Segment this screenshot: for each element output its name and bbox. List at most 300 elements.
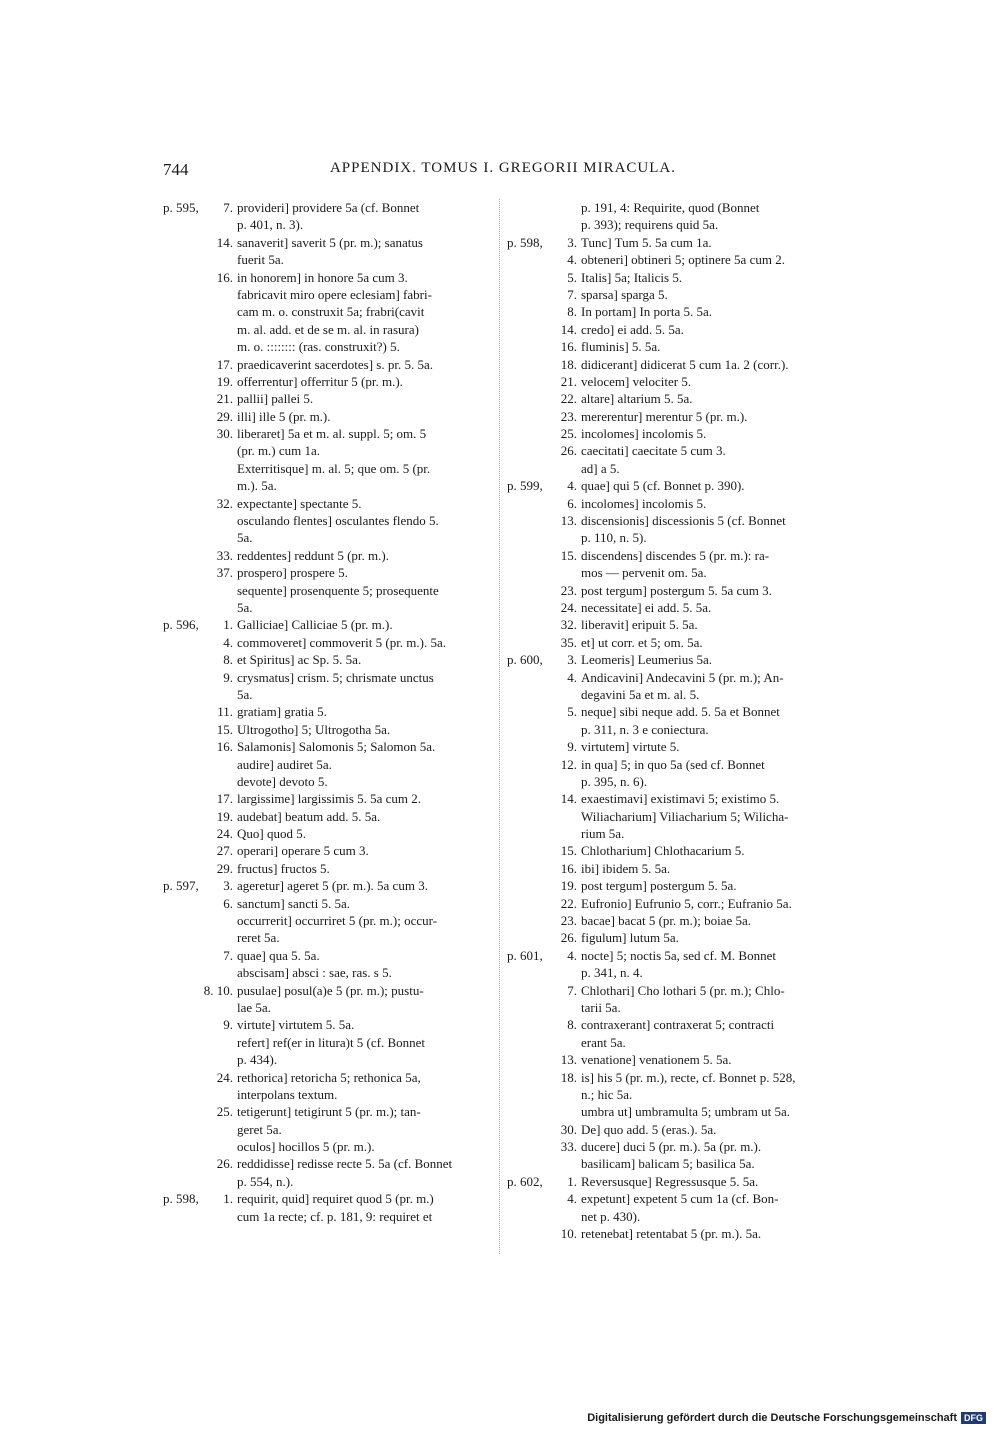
apparatus-line [163, 929, 495, 946]
apparatus-line [163, 425, 495, 442]
apparatus-line [507, 390, 839, 407]
variant-text: m. al. add. et de se m. al. in rasura) [237, 321, 419, 337]
variant-text: cam m. o. construxit 5a; frabri(cavit [237, 304, 425, 320]
variant-text: net p. 430). [581, 1208, 641, 1224]
apparatus-line [507, 373, 839, 390]
line-number: 14. [560, 791, 577, 807]
apparatus-line [507, 756, 839, 773]
variant-text: ducere] duci 5 (pr. m.). 5a (pr. m.). [581, 1139, 762, 1155]
apparatus-line [163, 529, 495, 546]
line-number: 25. [560, 426, 577, 442]
variant-text: liberavit] eripuit 5. 5a. [581, 617, 698, 633]
variant-text: m. o. :::::::: (ras. construxit?) 5. [237, 339, 400, 355]
apparatus-line [507, 616, 839, 633]
line-number: 4. [567, 1191, 577, 1207]
line-number: 7. [223, 947, 233, 963]
variant-text: abscisam] absci : sae, ras. s 5. [237, 965, 392, 981]
line-number: 16. [216, 269, 233, 285]
variant-text: rethorica] retoricha 5; rethonica 5a, [237, 1069, 421, 1085]
line-number: 4. [567, 478, 577, 494]
variant-text: discendens] discendes 5 (pr. m.): ra- [581, 547, 770, 563]
variant-text: fructus] fructos 5. [237, 860, 330, 876]
variant-text: devote] devoto 5. [237, 773, 328, 789]
apparatus-line [507, 338, 839, 355]
variant-text: Quo] quod 5. [237, 826, 306, 842]
left-column [163, 199, 495, 1225]
apparatus-line [507, 929, 839, 946]
apparatus-line [507, 199, 839, 216]
apparatus-line [507, 825, 839, 842]
apparatus-line [163, 877, 495, 894]
apparatus-line [507, 686, 839, 703]
line-number: 37. [216, 565, 233, 581]
variant-text: p. 554, n.). [237, 1173, 294, 1189]
variant-text: liberaret] 5a et m. al. suppl. 5; om. 5 [237, 426, 427, 442]
apparatus-line [163, 634, 495, 651]
apparatus-line [163, 460, 495, 477]
variant-text: audebat] beatum add. 5. 5a. [237, 808, 381, 824]
line-number: 8. [567, 1017, 577, 1033]
apparatus-line [507, 877, 839, 894]
variant-text: Andicavini] Andecavini 5 (pr. m.); An- [581, 669, 784, 685]
apparatus-line [163, 477, 495, 494]
page-ref: p. 598, [507, 234, 543, 250]
variant-text: reret 5a. [237, 930, 280, 946]
apparatus-line [507, 1225, 839, 1242]
apparatus-line [507, 842, 839, 859]
line-number: 9. [567, 739, 577, 755]
variant-text: expetunt] expetent 5 cum 1a (cf. Bon- [581, 1191, 779, 1207]
line-number: 19. [216, 373, 233, 389]
variant-text: (pr. m.) cum 1a. [237, 443, 321, 459]
apparatus-line [507, 1138, 839, 1155]
apparatus-line [507, 912, 839, 929]
variant-text: 5a. [237, 599, 253, 615]
apparatus-line [163, 738, 495, 755]
apparatus-line [507, 964, 839, 981]
page-ref: p. 597, [163, 878, 199, 894]
line-number: 9. [223, 1017, 233, 1033]
variant-text: 5a. [237, 530, 253, 546]
apparatus-line [163, 303, 495, 320]
apparatus-line [507, 895, 839, 912]
variant-text: 5a. [237, 686, 253, 702]
variant-text: osculando flentes] osculantes flendo 5. [237, 513, 439, 529]
apparatus-line [163, 286, 495, 303]
page-ref: p. 595, [163, 200, 199, 215]
line-number: 12. [560, 756, 577, 772]
line-number: 6. [567, 495, 577, 511]
line-number: 15. [560, 843, 577, 859]
line-number: 15. [216, 721, 233, 737]
apparatus-line [507, 790, 839, 807]
line-number: 27. [216, 843, 233, 859]
apparatus-line [507, 564, 839, 581]
apparatus-line [163, 651, 495, 668]
apparatus-line [163, 512, 495, 529]
apparatus-line [507, 529, 839, 546]
apparatus-line [163, 912, 495, 929]
apparatus-line [163, 251, 495, 268]
apparatus-line [507, 269, 839, 286]
variant-text: cum 1a recte; cf. p. 181, 9: requiret et [237, 1208, 433, 1224]
variant-text: in honorem] in honore 5a cum 3. [237, 269, 408, 285]
variant-text: Chlothari] Cho lothari 5 (pr. m.); Chlo- [581, 982, 785, 998]
apparatus-line [163, 773, 495, 790]
variant-text: lae 5a. [237, 999, 271, 1015]
apparatus-line [507, 1034, 839, 1051]
apparatus-line [507, 982, 839, 999]
variant-text: Exterritisque] m. al. 5; que om. 5 (pr. [237, 460, 431, 476]
variant-text: Italis] 5a; Italicis 5. [581, 269, 683, 285]
variant-text: didicerant] didicerat 5 cum 1a. 2 (corr.). [581, 356, 789, 372]
line-number: 16. [560, 860, 577, 876]
variant-text: caecitati] caecitate 5 cum 3. [581, 443, 726, 459]
apparatus-line [507, 651, 839, 668]
variant-text: expectante] spectante 5. [237, 495, 362, 511]
variant-text: Galliciae] Calliciae 5 (pr. m.). [237, 617, 393, 633]
line-number: 17. [216, 791, 233, 807]
line-number: 7. [567, 286, 577, 302]
apparatus-line [507, 1086, 839, 1103]
apparatus-line [507, 1121, 839, 1138]
apparatus-line [507, 286, 839, 303]
line-number: 7. [223, 200, 233, 215]
apparatus-line [163, 373, 495, 390]
variant-text: p. 393); requirens quid 5a. [581, 217, 719, 233]
variant-text: oculos] hocillos 5 (pr. m.). [237, 1139, 375, 1155]
variant-text: Chlotharium] Chlothacarium 5. [581, 843, 745, 859]
line-number: 18. [560, 356, 577, 372]
line-number: 26. [560, 443, 577, 459]
apparatus-line [163, 495, 495, 512]
line-number: 25. [216, 1104, 233, 1120]
apparatus-line [507, 356, 839, 373]
line-number: 4. [567, 252, 577, 268]
apparatus-line [163, 686, 495, 703]
page-number: 744 [163, 160, 189, 179]
line-number: 23. [560, 582, 577, 598]
variant-text: tarii 5a. [581, 999, 621, 1015]
line-number: 13. [560, 513, 577, 529]
variant-text: tetigerunt] tetigirunt 5 (pr. m.); tan- [237, 1104, 421, 1120]
line-number: 29. [216, 408, 233, 424]
line-number: 24. [216, 1069, 233, 1085]
line-number: 1. [223, 1191, 233, 1207]
variant-text: virtutem] virtute 5. [581, 739, 680, 755]
variant-text: geret 5a. [237, 1121, 282, 1137]
line-number: 32. [216, 495, 233, 511]
line-number: 35. [560, 634, 577, 650]
apparatus-line [163, 860, 495, 877]
line-number: 24. [560, 599, 577, 615]
apparatus-line [507, 460, 839, 477]
variant-text: velocem] velociter 5. [581, 373, 692, 389]
apparatus-line [163, 1121, 495, 1138]
apparatus-line [163, 703, 495, 720]
apparatus-line [507, 1208, 839, 1225]
variant-text: Wiliacharium] Viliacharium 5; Wilicha- [581, 808, 789, 824]
variant-text: offerrentur] offerritur 5 (pr. m.). [237, 373, 403, 389]
variant-text: ad] a 5. [581, 460, 620, 476]
variant-text: ageretur] ageret 5 (pr. m.). 5a cum 3. [237, 878, 428, 894]
variant-text: Reversusque] Regressusque 5. 5a. [581, 1173, 759, 1189]
variant-text: rium 5a. [581, 826, 625, 842]
apparatus-line [507, 216, 839, 233]
line-number: 30. [560, 1121, 577, 1137]
variant-text: credo] ei add. 5. 5a. [581, 321, 684, 337]
apparatus-line [163, 947, 495, 964]
variant-text: neque] sibi neque add. 5. 5a et Bonnet [581, 704, 780, 720]
variant-text: Leomeris] Leumerius 5a. [581, 652, 713, 668]
variant-text: et] ut corr. et 5; om. 5a. [581, 634, 703, 650]
apparatus-line [163, 982, 495, 999]
apparatus-line [507, 1173, 839, 1190]
line-number: 7. [567, 982, 577, 998]
apparatus-line [507, 738, 839, 755]
variant-text: retenebat] retentabat 5 (pr. m.). 5a. [581, 1226, 762, 1242]
variant-text: reddidisse] redisse recte 5. 5a (cf. Bonnet [237, 1156, 453, 1172]
line-number: 6. [223, 895, 233, 911]
line-number: 18. [560, 1069, 577, 1085]
apparatus-line [507, 721, 839, 738]
apparatus-line [507, 234, 839, 251]
line-number: 8. 10. [203, 982, 233, 998]
variant-text: p. 311, n. 3 e coniectura. [581, 721, 709, 737]
variant-text: largissime] largissimis 5. 5a cum 2. [237, 791, 422, 807]
apparatus-line [163, 964, 495, 981]
apparatus-line [163, 842, 495, 859]
variant-text: refert] ref(er in litura)t 5 (cf. Bonnet [237, 1034, 426, 1050]
variant-text: Tunc] Tum 5. 5a cum 1a. [581, 234, 712, 250]
apparatus-line [163, 756, 495, 773]
variant-text: interpolans textum. [237, 1086, 338, 1102]
variant-text: umbra ut] umbramulta 5; umbram ut 5a. [581, 1104, 791, 1120]
line-number: 32. [560, 617, 577, 633]
variant-text: sanaverit] saverit 5 (pr. m.); sanatus [237, 234, 423, 250]
variant-text: degavini 5a et m. al. 5. [581, 686, 700, 702]
line-number: 16. [216, 739, 233, 755]
line-number: 9. [223, 669, 233, 685]
variant-text: is] his 5 (pr. m.), recte, cf. Bonnet p. 528, [581, 1069, 796, 1085]
line-number: 21. [560, 373, 577, 389]
dfg-logo: DFG [961, 1412, 986, 1424]
variant-text: mos — pervenit om. 5a. [581, 565, 707, 581]
variant-text: virtute] virtutem 5. 5a. [237, 1017, 355, 1033]
apparatus-line [163, 582, 495, 599]
apparatus-line [163, 1086, 495, 1103]
variant-text: erant 5a. [581, 1034, 626, 1050]
variant-text: contraxerant] contraxerat 5; contracti [581, 1017, 775, 1033]
line-number: 17. [216, 356, 233, 372]
line-number: 8. [223, 652, 233, 668]
line-number: 10. [560, 1226, 577, 1242]
variant-text: incolomes] incolomis 5. [581, 495, 707, 511]
variant-text: post tergum] postergum 5. 5a cum 3. [581, 582, 772, 598]
line-number: 1. [567, 1173, 577, 1189]
apparatus-line [163, 216, 495, 233]
apparatus-line [163, 1034, 495, 1051]
apparatus-line [163, 269, 495, 286]
page-ref: p. 596, [163, 617, 199, 633]
apparatus-line [507, 669, 839, 686]
apparatus-line [163, 547, 495, 564]
variant-text: quae] qua 5. 5a. [237, 947, 320, 963]
line-number: 30. [216, 426, 233, 442]
apparatus-line [507, 703, 839, 720]
line-number: 33. [216, 547, 233, 563]
variant-text: pallii] pallei 5. [237, 391, 314, 407]
line-number: 13. [560, 1052, 577, 1068]
variant-text: p. 191, 4: Requirite, quod (Bonnet [581, 200, 760, 215]
apparatus-line [507, 1051, 839, 1068]
apparatus-line [163, 825, 495, 842]
line-number: 11. [217, 704, 233, 720]
apparatus-line [507, 634, 839, 651]
running-title: APPENDIX. TOMUS I. GREGORII MIRACULA. [329, 160, 677, 176]
apparatus-line [163, 599, 495, 616]
variant-text: fluminis] 5. 5a. [581, 339, 661, 355]
variant-text: in qua] 5; in quo 5a (sed cf. Bonnet [581, 756, 765, 772]
variant-text: venatione] venationem 5. 5a. [581, 1052, 732, 1068]
variant-text: obteneri] obtineri 5; optinere 5a cum 2. [581, 252, 785, 268]
apparatus-line [507, 251, 839, 268]
apparatus-line [507, 547, 839, 564]
variant-text: sequente] prosenquente 5; prosequente [237, 582, 439, 598]
line-number: 14. [216, 234, 233, 250]
page-ref: p. 599, [507, 478, 543, 494]
variant-text: mererentur] merentur 5 (pr. m.). [581, 408, 748, 424]
apparatus-line [507, 321, 839, 338]
line-number: 19. [560, 878, 577, 894]
apparatus-line [507, 1016, 839, 1033]
apparatus-line [163, 1138, 495, 1155]
variant-text: gratiam] gratia 5. [237, 704, 327, 720]
apparatus-line [163, 895, 495, 912]
variant-text: p. 401, n. 3). [237, 217, 304, 233]
variant-text: sparsa] sparga 5. [581, 286, 668, 302]
line-number: 26. [216, 1156, 233, 1172]
variant-text: praedicaverint sacerdotes] s. pr. 5. 5a. [237, 356, 434, 372]
variant-text: figulum] lutum 5a. [581, 930, 679, 946]
apparatus-line [507, 1155, 839, 1172]
variant-text: illi] ille 5 (pr. m.). [237, 408, 331, 424]
variant-text: necessitate] ei add. 5. 5a. [581, 599, 712, 615]
page-ref: p. 600, [507, 652, 543, 668]
line-number: 22. [560, 895, 577, 911]
variant-text: ibi] ibidem 5. 5a. [581, 860, 671, 876]
line-number: 4. [223, 634, 233, 650]
footer-credit [587, 1412, 986, 1424]
variant-text: Eufronio] Eufrunio 5, corr.; Eufranio 5a. [581, 895, 792, 911]
apparatus-line [507, 425, 839, 442]
variant-text: n.; hic 5a. [581, 1086, 633, 1102]
line-number: 3. [567, 652, 577, 668]
apparatus-line [507, 582, 839, 599]
apparatus-line [163, 356, 495, 373]
variant-text: prospero] prospere 5. [237, 565, 348, 581]
apparatus-line [507, 495, 839, 512]
apparatus-line [507, 599, 839, 616]
variant-text: p. 434). [237, 1052, 278, 1068]
line-number: 15. [560, 547, 577, 563]
apparatus-line [163, 999, 495, 1016]
line-number: 3. [567, 234, 577, 250]
line-number: 4. [567, 669, 577, 685]
apparatus-line [163, 1051, 495, 1068]
apparatus-line [163, 808, 495, 825]
variant-text: fabricavit miro opere eclesiam] fabri- [237, 286, 432, 302]
variant-text: p. 341, n. 4. [581, 965, 643, 981]
variant-text: p. 395, n. 6). [581, 773, 648, 789]
variant-text: provideri] providere 5a (cf. Bonnet [237, 200, 420, 215]
apparatus-line [163, 669, 495, 686]
line-number: 26. [560, 930, 577, 946]
apparatus-line [507, 442, 839, 459]
right-column [507, 199, 839, 1242]
line-number: 23. [560, 408, 577, 424]
apparatus-line [163, 721, 495, 738]
variant-text: occurrerit] occurriret 5 (pr. m.); occur- [237, 913, 438, 929]
apparatus-line [163, 564, 495, 581]
line-number: 33. [560, 1139, 577, 1155]
apparatus-line [163, 1103, 495, 1120]
apparatus-line [163, 616, 495, 633]
apparatus-line [507, 408, 839, 425]
variant-text: pusulae] posul(a)e 5 (pr. m.); pustu- [237, 982, 424, 998]
variant-text: et Spiritus] ac Sp. 5. 5a. [237, 652, 362, 668]
variant-text: commoveret] commoverit 5 (pr. m.). 5a. [237, 634, 447, 650]
variant-text: fuerit 5a. [237, 252, 284, 268]
line-number: 22. [560, 391, 577, 407]
line-number: 14. [560, 321, 577, 337]
variant-text: m.). 5a. [237, 478, 277, 494]
apparatus-line [163, 1069, 495, 1086]
apparatus-line [163, 338, 495, 355]
apparatus-line [163, 1155, 495, 1172]
page-ref: p. 598, [163, 1191, 199, 1207]
apparatus-line [163, 408, 495, 425]
line-number: 4. [567, 947, 577, 963]
line-number: 8. [567, 304, 577, 320]
apparatus-line [507, 1069, 839, 1086]
apparatus-line [163, 442, 495, 459]
variant-text: nocte] 5; noctis 5a, sed cf. M. Bonnet [581, 947, 776, 963]
apparatus-line [163, 390, 495, 407]
column-divider [499, 199, 500, 1254]
line-number: 5. [567, 269, 577, 285]
apparatus-line [507, 303, 839, 320]
variant-text: sanctum] sancti 5. 5a. [237, 895, 350, 911]
variant-text: requirit, quid] requiret quod 5 (pr. m.) [237, 1191, 434, 1207]
variant-text: incolomes] incolomis 5. [581, 426, 707, 442]
variant-text: De] quo add. 5 (eras.). 5a. [581, 1121, 717, 1137]
apparatus-line [507, 860, 839, 877]
apparatus-line [507, 999, 839, 1016]
variant-text: Salamonis] Salomonis 5; Salomon 5a. [237, 739, 436, 755]
variant-text: crysmatus] crism. 5; chrismate unctus [237, 669, 434, 685]
variant-text: Ultrogotho] 5; Ultrogotha 5a. [237, 721, 391, 737]
variant-text: In portam] In porta 5. 5a. [581, 304, 713, 320]
variant-text: discensionis] discessionis 5 (cf. Bonnet [581, 513, 786, 529]
page-header [163, 160, 843, 184]
apparatus-line [163, 1016, 495, 1033]
apparatus-line [163, 1208, 495, 1225]
apparatus-line [507, 477, 839, 494]
variant-text: basilicam] balicam 5; basilica 5a. [581, 1156, 755, 1172]
line-number: 23. [560, 913, 577, 929]
line-number: 16. [560, 339, 577, 355]
